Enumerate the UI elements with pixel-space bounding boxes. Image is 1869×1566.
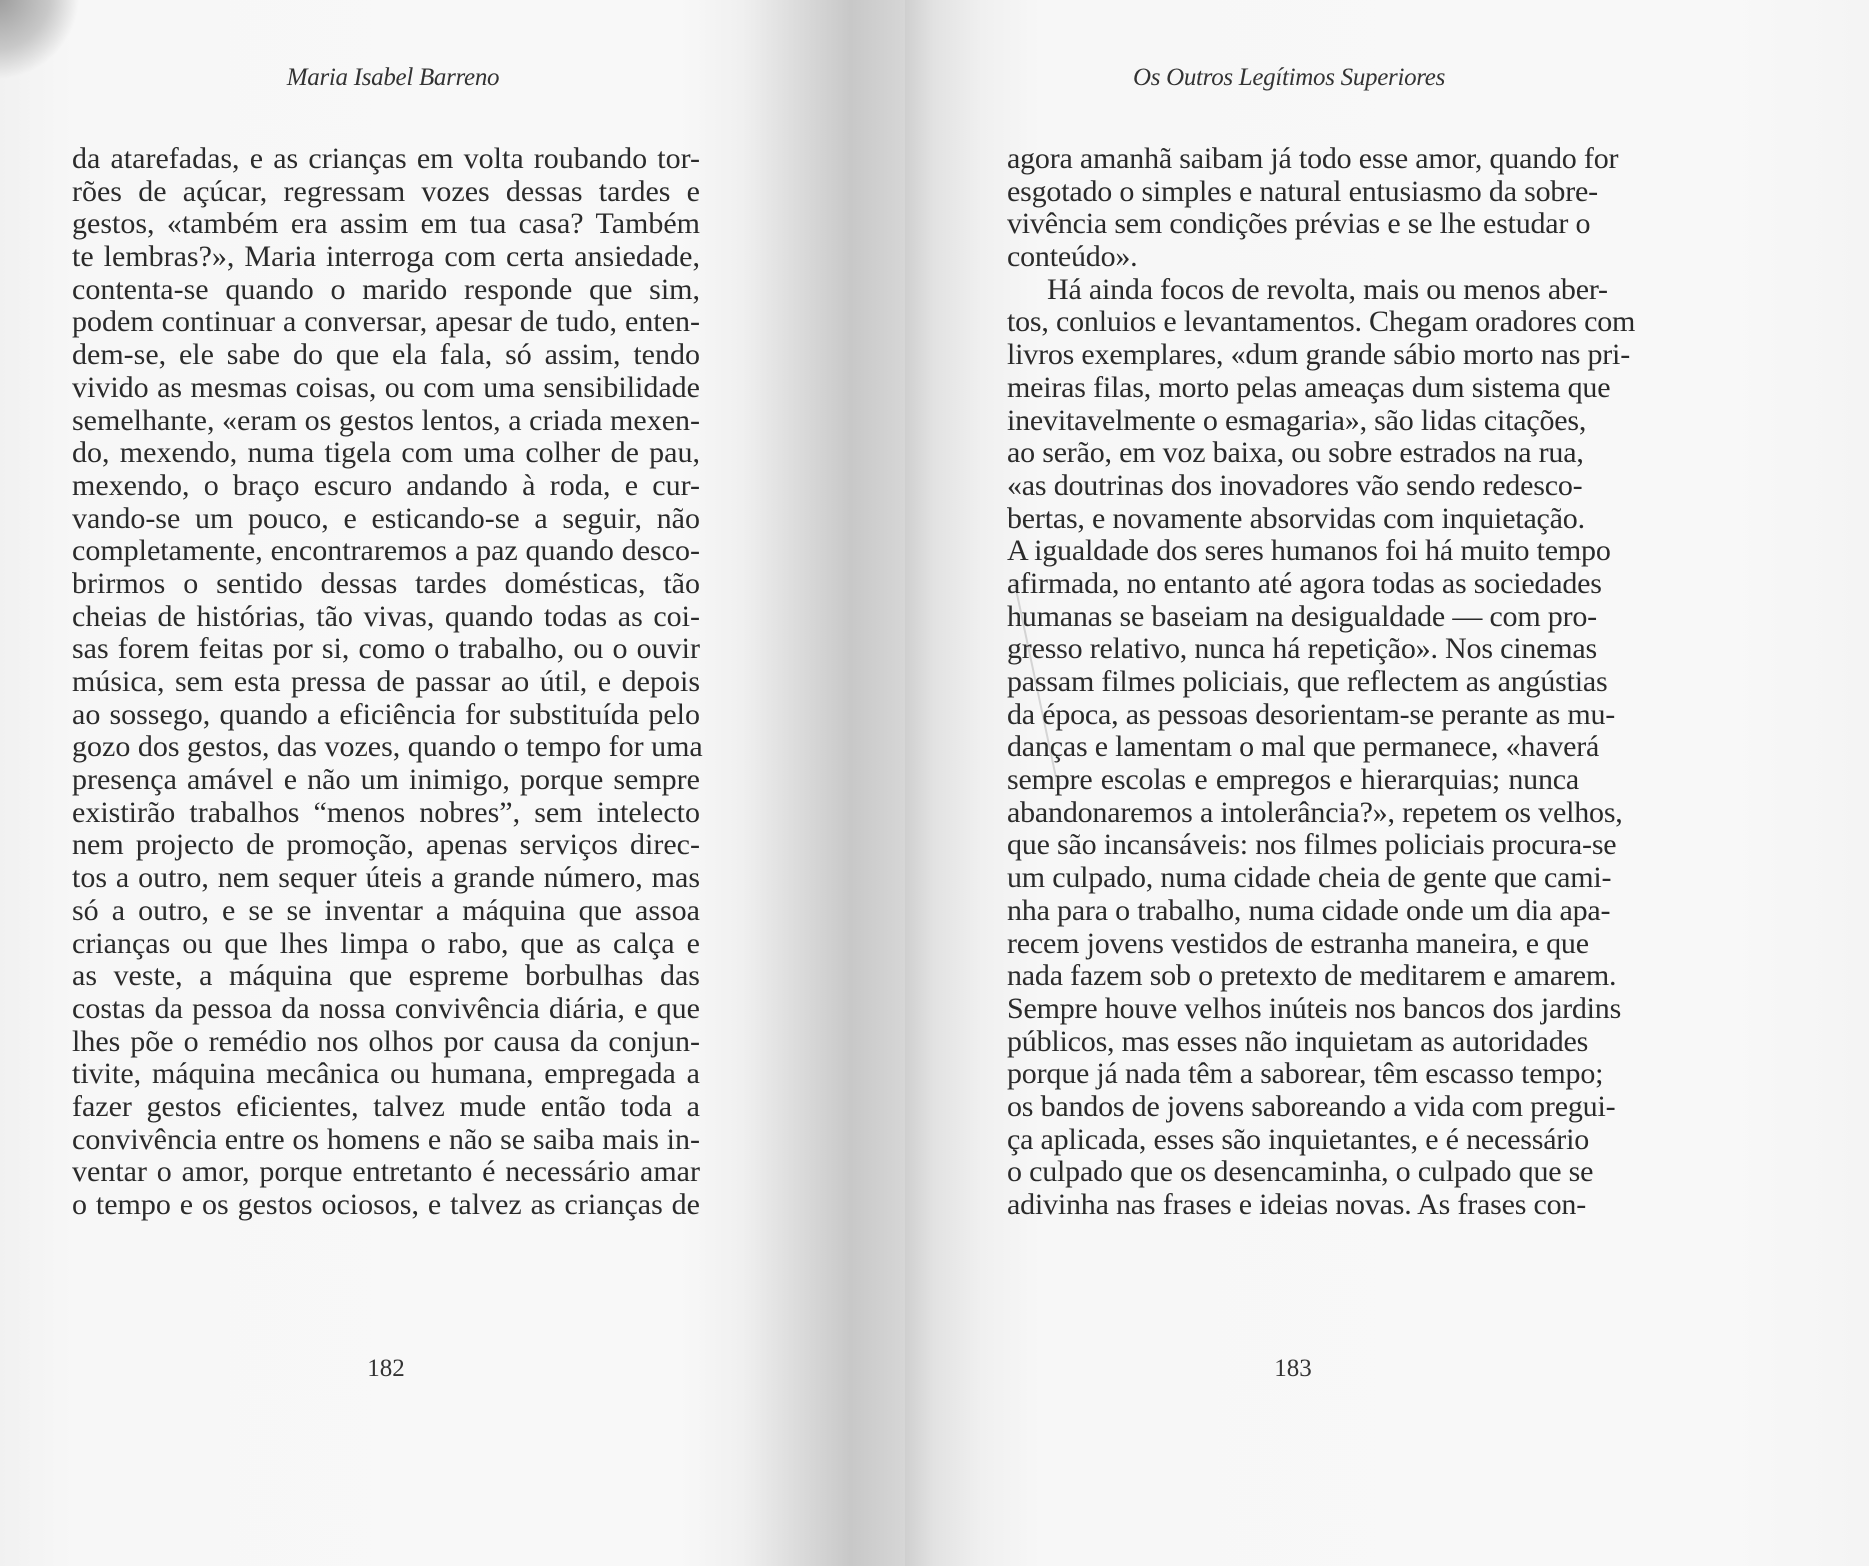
text-line: crianças ou que lhes limpa o rabo, que as calça e: [72, 926, 700, 960]
text-line: gestos, «também era assim em tua casa? Também: [72, 207, 700, 241]
text-line: presença amável e não um inimigo, porque sempre: [72, 763, 700, 797]
text-line: recem jovens vestidos de estranha maneira, e que: [1007, 926, 1589, 960]
text-line: inevitavelmente o esmagaria», são lidas citações,: [1007, 403, 1587, 437]
text-line: da atarefadas, e as crianças em volta roubando tor-: [72, 142, 700, 175]
text-line: adivinha nas frases e ideias novas. As frases con-: [1007, 1188, 1586, 1221]
text-line: completamente, encontraremos a paz quando desco-: [72, 534, 700, 568]
text-line: nada fazem sob o pretexto de meditarem e amarem.: [1007, 959, 1617, 993]
text-line: mexendo, o braço escuro andando à roda, e cur-: [72, 468, 700, 502]
text-line: costas da pessoa da nossa convivência diária, e que: [72, 991, 700, 1025]
text-line: só a outro, e se se inventar a máquina que assoa: [72, 893, 700, 927]
text-line: «as doutrinas dos inovadores vão sendo redesco-: [1007, 468, 1583, 502]
page-number: 182: [367, 1355, 405, 1382]
text-line: contenta-se quando o marido responde que sim,: [72, 272, 700, 306]
text-line: vando-se um pouco, e esticando-se a seguir, não: [72, 501, 700, 535]
text-line: danças e lamentam o mal que permanece, «haverá: [1007, 730, 1600, 764]
left-page-text: [72, 142, 703, 1222]
text-line: agora amanhã saibam já todo esse amor, quando for: [1007, 142, 1619, 175]
text-line: convivência entre os homens e não se saiba mais in-: [72, 1122, 700, 1156]
text-line: públicos, mas esses não inquietam as autoridades: [1007, 1024, 1589, 1058]
text-line: passam filmes policiais, que reflectem as angústias: [1007, 665, 1608, 698]
text-line: as veste, a máquina que espreme borbulhas das: [72, 959, 700, 993]
text-line: bertas, e novamente absorvidas com inquietação.: [1007, 501, 1585, 535]
text-line: dem-se, ele sabe do que ela fala, só assim, tendo: [72, 338, 700, 372]
text-line: cheias de histórias, tão vivas, quando todas as coi-: [72, 599, 700, 633]
text-line: lhes põe o remédio nos olhos por causa da conjun-: [72, 1024, 700, 1058]
text-line: sas forem feitas por si, como o trabalho, ou o ouvir: [72, 632, 700, 666]
text-line: vivência sem condições prévias e se lhe estudar o: [1007, 207, 1591, 241]
text-line: porque já nada têm a saborear, têm escasso tempo;: [1007, 1057, 1604, 1091]
text-line: do, mexendo, numa tigela com uma colher de pau,: [72, 436, 700, 470]
text-line: humanas se baseiam na desigualdade — com pro-: [1007, 599, 1597, 633]
text-line: ao sossego, quando a eficiência for substituída pelo: [72, 697, 700, 731]
text-line: ao serão, em voz baixa, ou sobre estrados na rua,: [1007, 436, 1584, 470]
text-line: vivido as mesmas coisas, ou com uma sensibilidade: [72, 370, 700, 404]
running-head-title: Os Outros Legítimos Superiores: [1132, 64, 1446, 91]
text-line: meiras filas, morto pelas ameaças dum sistema que: [1007, 370, 1611, 404]
text-line: que são incansáveis: nos filmes policiais procura-se: [1007, 828, 1617, 862]
text-line: o culpado que os desencaminha, o culpado que se: [1007, 1155, 1594, 1189]
text-line: tivite, máquina mecânica ou humana, empregada a: [72, 1057, 700, 1091]
text-line: ventar o amor, porque entretanto é necessário amar: [72, 1155, 700, 1189]
text-line: afirmada, no entanto até agora todas as sociedades: [1007, 566, 1602, 600]
text-line: Há ainda focos de revolta, mais ou menos aber-: [1047, 272, 1608, 306]
text-line: música, sem esta pressa de passar ao útil, e depois: [72, 665, 700, 698]
text-line: Sempre houve velhos inúteis nos bancos dos jardins: [1007, 991, 1622, 1025]
page-number: 183: [1274, 1355, 1312, 1382]
left-page: [0, 0, 905, 1566]
text-line: conteúdo».: [1007, 240, 1138, 274]
running-head-author: Maria Isabel Barreno: [286, 64, 500, 91]
text-line: rões de açúcar, regressam vozes dessas tardes e: [72, 174, 700, 208]
text-line: tos a outro, nem sequer úteis a grande número, mas: [72, 861, 700, 895]
text-line: semelhante, «eram os gestos lentos, a criada mexen-: [72, 403, 700, 437]
text-line: brirmos o sentido dessas tardes domésticas, tão: [72, 566, 700, 600]
text-line: esgotado o simples e natural entusiasmo da sobre-: [1007, 174, 1598, 208]
text-line: os bandos de jovens saboreando a vida com pregui-: [1007, 1089, 1616, 1123]
right-page: [905, 0, 1869, 1566]
text-line: te lembras?», Maria interroga com certa ansiedade,: [72, 240, 700, 274]
text-line: abandonaremos a intolerância?», repetem os velhos,: [1007, 795, 1623, 829]
text-line: A igualdade dos seres humanos foi há muito tempo: [1007, 534, 1611, 568]
text-line: podem continuar a conversar, apesar de tudo, enten-: [72, 305, 700, 339]
text-line: ça aplicada, esses são inquietantes, e é necessário: [1007, 1122, 1590, 1156]
text-line: nem projecto de promoção, apenas serviços direc-: [72, 828, 700, 862]
text-line: gresso relativo, nunca há repetição». Nos cinemas: [1007, 632, 1597, 666]
text-line: existirão trabalhos “menos nobres”, sem intelecto: [72, 795, 700, 829]
text-line: tos, conluios e levantamentos. Chegam oradores com: [1007, 305, 1636, 339]
text-line: gozo dos gestos, das vozes, quando o tempo for uma: [72, 730, 703, 764]
right-page-text: [1007, 142, 1636, 1222]
text-line: o tempo e os gestos ociosos, e talvez as crianças de: [72, 1188, 700, 1221]
text-line: um culpado, numa cidade cheia de gente que cami-: [1007, 861, 1612, 895]
text-line: da época, as pessoas desorientam-se perante as mu-: [1007, 697, 1616, 731]
page-corner-shadow: [0, 0, 80, 80]
text-line: sempre escolas e empregos e hierarquias; nunca: [1007, 763, 1579, 797]
text-line: nha para o trabalho, numa cidade onde um dia apa-: [1007, 893, 1611, 927]
text-line: fazer gestos eficientes, talvez mude então toda a: [72, 1089, 700, 1123]
text-line: livros exemplares, «dum grande sábio morto nas pri-: [1007, 338, 1630, 372]
